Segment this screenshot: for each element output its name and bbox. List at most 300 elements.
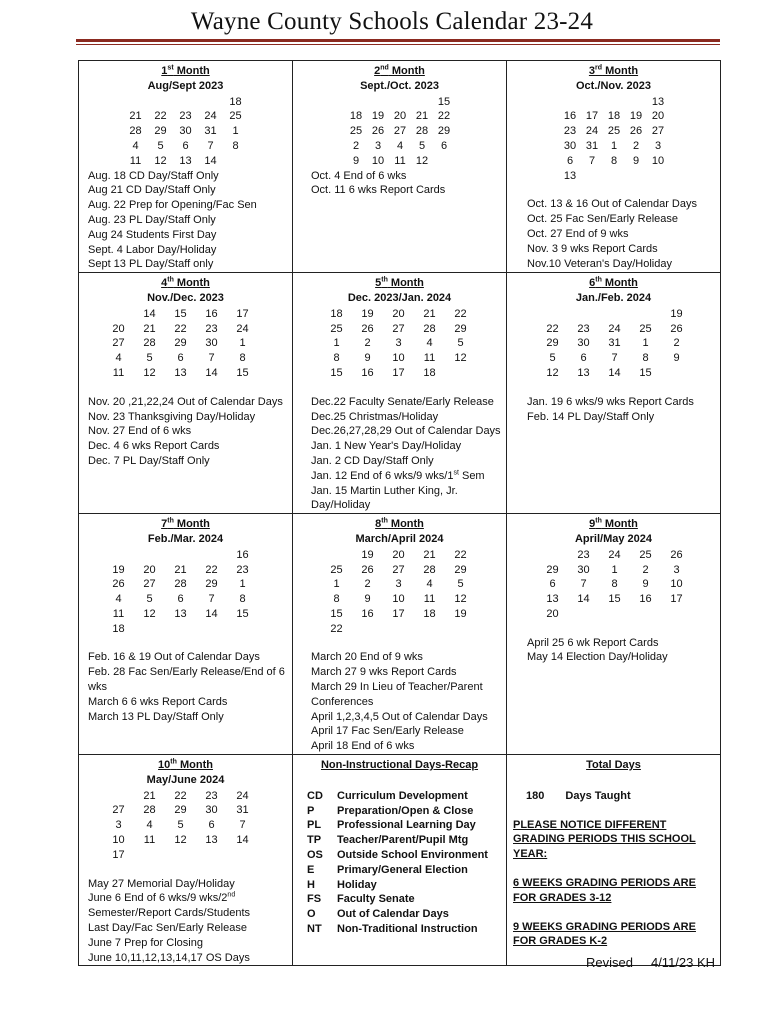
day-number: 26 [361,322,374,335]
ordinal-suffix: nd [227,891,236,899]
day-number [537,548,568,563]
event-item: Dec.26,27,28,29 Out of Calendar Days [311,425,501,438]
day-number [198,95,223,110]
day-number [165,848,196,863]
month-title: 9th Month [589,517,638,531]
day-number: 29 [454,563,467,576]
day-number: 9 [364,352,371,365]
day-number: 18 [112,622,125,635]
month-range: April/May 2024 [574,532,653,545]
day-number: 22 [454,307,467,320]
event-list [527,197,720,271]
event-item: April 25 6 wk Report Cards [527,636,659,649]
day-number [411,95,433,110]
day-number: 3 [395,337,402,350]
event-item: April 18 End of 6 wks [311,740,415,753]
day-number: 9 [352,154,360,167]
recap-desc: Holiday [337,878,377,891]
day-number: 2 [364,578,371,591]
day-number: 31 [585,139,599,152]
day-number: 29 [546,337,559,350]
month-title: 1st Month [161,64,210,77]
day-number: 12 [154,154,167,167]
event-item: Aug. 23 PL Day/Staff Only [88,213,216,226]
day-number: 28 [143,804,156,817]
month-cell [293,61,507,273]
recap-code: P [307,804,315,817]
day-number: 29 [546,563,559,576]
ordinal-suffix: th [170,758,177,766]
event-list [311,395,506,513]
grading-note: PLEASE NOTICE DIFFERENT GRADING PERIODS THIS SCHOOL YEAR: [513,818,696,861]
day-number: 27 [392,322,405,335]
month-range: Nov./Dec. 2023 [147,291,224,304]
day-grid [103,548,292,637]
day-number [196,848,227,863]
day-number: 7 [207,139,214,152]
month-title: 3rd Month [588,64,639,77]
month-heading [79,758,292,773]
day-number: 29 [174,804,187,817]
month-cell [79,273,293,514]
day-number: 22 [546,322,559,335]
day-number: 15 [330,607,343,620]
day-number [134,622,165,637]
day-grid [103,789,292,863]
day-number: 23 [236,563,249,576]
event-list [88,650,292,724]
day-number: 19 [371,110,385,123]
day-number [134,548,165,563]
day-number: 21 [423,307,436,320]
day-number: 25 [639,322,652,335]
day-number: 23 [563,125,577,138]
day-number: 6 [566,154,574,167]
day-number: 22 [437,110,451,123]
ordinal-suffix: th [381,517,388,525]
day-number [165,548,196,563]
day-number: 15 [608,593,621,606]
day-number: 6 [549,578,556,591]
day-number: 6 [177,593,184,606]
day-number: 13 [174,366,187,379]
day-number: 17 [670,593,683,606]
event-item: Sept 13 PL Day/Staff only [88,258,214,271]
day-number [165,622,196,637]
day-number: 16 [563,110,577,123]
day-number: 10 [371,154,385,167]
day-number: 8 [642,352,649,365]
event-item: Nov. 23 Thanksgiving Day/Holiday [88,410,256,423]
day-number: 21 [129,110,142,123]
day-number: 25 [330,322,343,335]
day-number: 13 [563,169,577,182]
day-number: 27 [112,804,125,817]
event-list [88,877,292,966]
day-number: 11 [394,154,406,167]
day-number: 12 [454,593,467,606]
day-number: 30 [205,804,218,817]
event-item: Jan. 12 End of 6 wks/9 wks/1st Sem [311,469,485,482]
day-number: 25 [607,125,621,138]
day-number: 9 [642,578,649,591]
day-number: 17 [585,110,599,123]
day-number: 13 [546,593,559,606]
day-number: 13 [179,154,192,167]
day-number: 4 [426,578,433,591]
event-item: Nov. 20 ,21,22,24 Out of Calendar Days [88,395,283,408]
recap-heading: Non-Instructional Days-Recap [320,759,479,772]
event-item: Aug 21 CD Day/Staff Only [88,184,216,197]
event-item: Oct. 13 & 16 Out of Calendar Days [527,198,697,211]
day-number: 4 [115,352,122,365]
recap-code: E [307,863,315,876]
day-number: 10 [112,834,125,847]
day-number: 16 [361,366,374,379]
day-number: 29 [205,578,218,591]
month-range: Oct./Nov. 2023 [576,79,651,92]
event-item: March 29 In Lieu of Teacher/Parent [311,681,483,694]
day-number: 12 [415,154,429,167]
day-number [625,169,647,184]
day-number: 31 [608,337,621,350]
event-item: Feb. 16 & 19 Out of Calendar Days [88,651,260,664]
day-number: 1 [610,139,618,152]
month-title: 2nd Month [374,64,425,77]
month-cell [79,61,293,273]
day-number: 28 [174,578,187,591]
event-item: Jan. 1 New Year's Day/Holiday [311,440,462,453]
event-item: March 13 PL Day/Staff Only [88,710,224,723]
day-number: 6 [182,139,189,152]
event-item: Feb. 28 Fac Sen/Early Release/End of 6 [88,666,285,679]
month-heading [507,276,720,291]
day-number: 15 [174,307,187,320]
day-number: 16 [205,307,218,320]
month-title: 4th Month [161,276,210,290]
revised-date: 4/11/23 KH [650,955,716,970]
total-count: 180 [526,789,545,802]
day-number: 15 [639,366,652,379]
event-list [527,395,720,425]
day-number: 10 [392,593,405,606]
event-item: March 6 6 wks Report Cards [88,695,228,708]
event-item: April 1,2,3,4,5 Out of Calendar Days [311,710,488,723]
day-number: 18 [423,366,436,379]
day-number [625,95,647,110]
day-number [103,307,134,322]
day-number: 17 [392,607,405,620]
ordinal-suffix: th [381,276,388,284]
recap-code: OS [307,849,323,862]
day-number: 9 [632,154,640,167]
day-number: 19 [670,307,683,320]
month-heading [79,276,292,291]
event-item: Nov. 3 9 wks Report Cards [527,242,658,255]
event-item: Dec. 4 6 wks Report Cards [88,440,220,453]
day-number: 15 [236,607,249,620]
day-number: 30 [205,337,218,350]
day-number: 7 [208,593,215,606]
day-number: 12 [143,366,156,379]
month-cell [293,514,507,755]
day-number: 3 [395,578,402,591]
day-number [227,848,258,863]
day-number: 29 [174,337,187,350]
event-item: June 10,11,12,13,14,17 OS Days [88,951,250,964]
day-number: 5 [146,352,153,365]
day-number: 16 [361,607,374,620]
day-number: 24 [236,789,249,802]
day-number: 25 [330,563,343,576]
recap-code: TP [307,834,322,847]
day-number [599,607,630,622]
day-number: 10 [670,578,683,591]
event-item: Jan. 2 CD Day/Staff Only [311,454,434,467]
day-number: 25 [639,548,652,561]
day-number: 14 [236,834,249,847]
day-number: 8 [610,154,618,167]
recap-code: H [307,878,315,891]
day-number: 7 [208,352,215,365]
recap-desc: Non-Traditional Instruction [337,923,478,936]
day-number: 17 [112,848,125,861]
day-grid [103,307,292,381]
day-number: 4 [132,139,139,152]
recap-desc: Faculty Senate [337,893,415,906]
day-number: 25 [349,125,363,138]
event-item: Semester/Report Cards/Students [88,907,251,920]
day-number [537,307,568,322]
month-range: Aug/Sept 2023 [147,79,224,92]
day-number: 29 [154,125,167,138]
event-item: March 20 End of 9 wks [311,651,423,664]
day-number: 2 [632,139,640,152]
event-item: Oct. 11 6 wks Report Cards [311,184,446,197]
day-number: 30 [577,563,590,576]
month-heading [79,517,292,532]
day-number: 22 [154,110,167,123]
day-number: 8 [232,139,239,152]
day-number: 28 [423,563,436,576]
day-number: 8 [333,593,340,606]
day-number: 5 [457,578,464,591]
event-item: May 27 Memorial Day/Holiday [88,877,235,890]
day-grid [559,95,720,184]
day-number [223,154,248,169]
ordinal-suffix: th [595,517,602,525]
day-number: 29 [437,125,451,138]
day-number: 3 [115,819,122,832]
total-cell [507,755,721,966]
grading-note: 9 WEEKS GRADING PERIODS ARE FOR GRADES K-2 [513,920,696,948]
day-number: 12 [174,834,187,847]
day-number: 9 [673,352,680,365]
ordinal-suffix: rd [595,64,603,72]
day-number: 30 [179,125,192,138]
day-number: 4 [146,819,153,832]
event-item: Day/Holiday [311,499,371,512]
day-number: 24 [585,125,599,138]
day-number: 8 [333,352,340,365]
day-number: 4 [396,139,404,152]
day-number: 15 [236,366,249,379]
day-number [445,622,476,637]
event-item: Nov.10 Veteran's Day/Holiday [527,257,672,270]
day-number: 16 [236,548,249,561]
day-number: 18 [607,110,621,123]
title-rule-thin [76,44,720,45]
day-number: 1 [642,337,649,350]
day-number: 21 [174,563,187,576]
day-number [445,366,476,381]
event-item: Feb. 14 PL Day/Staff Only [527,410,655,423]
day-number: 26 [670,548,683,561]
day-number: 20 [143,563,156,576]
day-number: 26 [670,322,683,335]
day-number: 9 [364,593,371,606]
day-grid [321,307,506,381]
day-number: 30 [563,139,577,152]
day-number: 28 [129,125,142,138]
day-number: 18 [349,110,363,123]
day-number: 7 [588,154,596,167]
day-number: 11 [129,154,142,167]
day-number: 6 [440,139,448,152]
day-number: 18 [330,307,343,320]
day-number [389,95,411,110]
day-number: 12 [546,366,559,379]
event-item: Aug 24 Students First Day [88,228,217,241]
day-number: 20 [392,307,405,320]
day-grid [123,95,292,169]
day-number: 20 [392,548,405,561]
day-number: 8 [239,352,246,365]
day-number: 1 [611,563,618,576]
event-list [88,395,292,469]
day-number [581,95,603,110]
month-range: Dec. 2023/Jan. 2024 [347,291,452,304]
day-number: 22 [174,322,187,335]
day-number: 24 [608,322,621,335]
day-number: 4 [115,593,122,606]
day-number: 2 [673,337,680,350]
month-cell [79,514,293,755]
day-number: 8 [611,578,618,591]
day-number: 28 [423,322,436,335]
day-number [661,366,692,381]
day-number: 14 [205,366,218,379]
event-list [311,169,506,199]
day-number: 8 [239,593,246,606]
month-range: Jan./Feb. 2024 [575,291,652,304]
day-number: 28 [415,125,429,138]
revised-note [586,955,715,970]
day-number [603,95,625,110]
day-number [345,95,367,110]
month-title: 5th Month [375,276,424,290]
event-item: Aug. 22 Prep for Opening/Fac Sen [88,199,257,212]
day-number [603,169,625,184]
day-number: 1 [239,337,246,350]
day-number: 6 [208,819,215,832]
day-number: 31 [236,804,249,817]
day-number: 1 [239,578,246,591]
day-number: 10 [392,352,405,365]
day-number: 21 [423,548,436,561]
day-number: 22 [174,789,187,802]
day-number: 22 [205,563,218,576]
recap-desc: Out of Calendar Days [337,908,449,921]
day-number: 13 [205,834,218,847]
day-number: 13 [651,95,665,108]
ordinal-suffix: st [453,469,459,477]
event-item: wks [88,681,107,694]
grading-note: 6 WEEKS GRADING PERIODS ARE FOR GRADES 3-12 [513,877,696,904]
event-list [88,169,292,273]
day-number: 22 [454,548,467,561]
event-item: May 14 Election Day/Holiday [527,651,668,664]
day-number [630,307,661,322]
day-number: 19 [454,607,467,620]
day-number: 17 [392,366,405,379]
event-item: April 17 Fac Sen/Early Release [311,725,464,738]
day-number: 11 [143,834,156,847]
day-number: 5 [157,139,164,152]
month-cell [507,514,721,755]
month-heading [293,276,506,291]
day-number: 1 [333,337,340,350]
month-heading [293,64,506,79]
day-number: 3 [673,563,680,576]
event-item: Nov. 27 End of 6 wks [88,425,192,438]
day-number: 11 [112,607,125,620]
day-number: 14 [608,366,621,379]
month-heading [507,517,720,532]
day-grid [345,95,506,169]
day-number: 21 [415,110,429,123]
day-number: 1 [333,578,340,591]
event-item: Jan. 19 6 wks/9 wks Report Cards [527,395,694,408]
day-number: 4 [426,337,433,350]
month-heading [79,64,292,79]
month-title: 7th Month [161,517,210,531]
day-number [559,95,581,110]
day-number: 14 [204,154,217,167]
day-number: 5 [418,139,426,152]
day-number: 2 [364,337,371,350]
day-number: 17 [236,307,249,320]
recap-desc: Curriculum Development [337,789,468,802]
day-number [196,548,227,563]
recap-code: NT [307,923,322,936]
day-number [321,548,352,563]
day-number: 19 [361,548,374,561]
recap-desc: Preparation/Open & Close [337,804,474,817]
day-number: 27 [112,337,125,350]
day-number: 18 [229,95,242,108]
day-number: 19 [629,110,643,123]
day-number [581,169,603,184]
event-item: Sept. 4 Labor Day/Holiday [88,243,217,256]
day-number: 23 [205,789,218,802]
day-number: 24 [236,322,249,335]
day-number: 13 [577,366,590,379]
event-list [311,650,506,754]
day-number: 7 [580,578,587,591]
recap-desc: Teacher/Parent/Pupil Mtg [337,834,469,847]
event-item: Oct. 27 End of 9 wks [527,227,629,240]
